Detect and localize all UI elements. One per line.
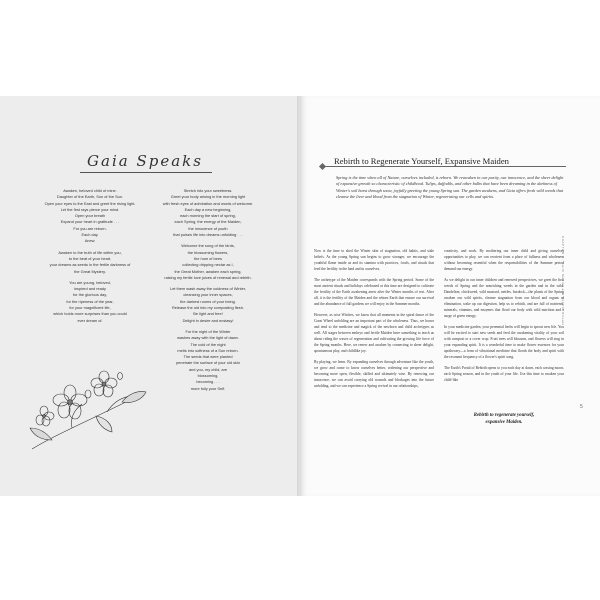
poem-line: each morning the start of spring, [180, 213, 236, 219]
body-column-left [314, 248, 434, 394]
poem-line: for the ripeness of the year, [66, 298, 114, 304]
body-paragraph: The archetype of the Maiden corresponds with the Spring period. Some of the most ancient rituals and holidays celebrated at this time are designed to cultivate the fertility of the Earth awakening anew after the Winter months of rest. After all, it is the fertility of the Maiden and the reborn Earth that ensure our survival and the abundance of full gardens we will enjoy in the Summer months. [314, 278, 434, 306]
poem-line: more fully your Self. [190, 385, 226, 391]
poem-line: becoming . . . [196, 379, 220, 385]
poem-line: Let them wash away the coldness of Winter, [170, 286, 246, 292]
poem-line: the innocence of youth [188, 225, 228, 231]
poem-line: for the glorious day, [73, 292, 107, 298]
section-title: Rebirth to Regenerate Yourself, Expansive Maiden [334, 156, 509, 166]
poem-column-2 [152, 188, 264, 392]
poem-line: the Great Mystery. [74, 268, 106, 274]
poem-line: Open your breath [74, 213, 106, 219]
poem-line: raising my fertile love juices of renewal and rebirth. [164, 274, 252, 280]
book-spread [0, 96, 600, 496]
title-rule [322, 166, 566, 167]
poem-line: your dreams as seeds in the fertile darkness of [49, 262, 131, 268]
poem-line: ever dream of. [77, 317, 103, 323]
poem-line: For the night of the Winter [185, 328, 231, 334]
poem-line: each Spring, the energy of the Maiden, [174, 219, 242, 225]
poem-line: blossoming, [197, 373, 219, 379]
poem-line: with fresh eyes of admiration and words of welcome. [162, 200, 254, 206]
poem-line: Stretch into your sweetness. [183, 188, 233, 193]
page-number: 5 [580, 404, 583, 410]
poem-line: the blossoming flowers, [187, 249, 229, 255]
poem-line: the darkest rooms of your being. [180, 298, 236, 304]
poem-line: the Great Mother, awaken each spring, [174, 268, 242, 274]
poem-line: Awaken to the truth of life within you, [58, 249, 122, 255]
body-paragraph: creativity, and work. By mothering our inner child and giving ourselves opportunities to play, we can reorient from a place of fullness and wholeness without becoming resentful when the responsibilities of the Summer period demand our energy. [444, 249, 564, 271]
poem-line: You are young, beloved, [69, 279, 111, 285]
intro-paragraph: Spring is the time when all of Nature, ourselves included, is reborn. We reawaken in our purity, our innocence, and the sheer delight of expansive growth so characteristic of childhood. Tulips, daffodils, and other bulbs that have been dreaming in the darkness of Winter's soil burst through snow, joyfully greeting the young Spring sun. The garden awakens, and Gaia offers fresh wild weeds that cleanse the liver and blood from the stagnation of Winter, regenerating our cells and spirits. [336, 175, 564, 200]
closing-line-2: expansive Maiden. [485, 419, 523, 425]
poem-line: washes away with the light of dawn. [177, 335, 239, 341]
poem-line: Each day. [81, 232, 99, 238]
poem-line: The seeds that were planted [183, 354, 233, 360]
closing-line-1: Rebirth to regenerate yourself, [473, 413, 535, 418]
poem-line: collecting dripping nectar as I, [182, 262, 234, 268]
body-paragraph: Now is the time to shed the Winter skin of stagnation, old habits, and stale beliefs. As the young Spring sun begins to grow stronger, we encourage the youthful flame inside us and its stamina with practices, foods, and rituals that feed the fertility in the land and in ourselves. [314, 249, 434, 271]
running-head: CHAPTER 2 : Earth Magick and Rebirth Rituals [561, 236, 565, 326]
poem-line: that pulses life into dreams unfolding . . . [173, 232, 243, 238]
closing-statement [444, 413, 564, 426]
poem-line: to the beat of your heart, [68, 255, 112, 261]
poem-line: Awaken, beloved child of mine. [63, 188, 117, 193]
poem-line: Each day a new beginning, [184, 206, 232, 212]
poem-line: Delight in desire and ecstasy! [182, 317, 234, 323]
body-paragraph: However, as wise Witches, we know that all moments in the spiral dance of the Great Wheel unfolding are an important part of the wholeness. Thus, we honor and tend to the medicine and magick of the newborn and child archetypes as well. All stages between embryo and fertile Maiden have something to teach us about riding the waves of regeneration and cultivating the growing life force of the Spring months. Here, we renew and awaken by connecting to sheer delight, spontaneous play, and childlike joy. [314, 313, 434, 353]
poem-line: Release the old into my composting flesh. [171, 305, 244, 311]
poem-line: melts into softness of a Sun reborn. [177, 347, 239, 353]
left-page [0, 96, 300, 496]
body-column-right [444, 248, 564, 388]
apple-blossom-illustration [12, 354, 152, 464]
poem-line: Welcome the song of the birds, [181, 243, 235, 249]
poem-line: Let the first rays pierce your mind. [60, 206, 120, 212]
poem-line: Open your eyes to the East and greet the rising light. [44, 200, 136, 206]
poem-line: The cold of the night [190, 341, 226, 347]
poem-line: the hum of bees [194, 255, 222, 261]
body-paragraph: In your medicine garden, your perennial herbs will begin to sprout new life. You will be excited to start new seeds and feed the awakening vitality of your soil with compost or a cover crop. Fruit trees will blossom, and flowers will sing in your expanding spirit. It is a wonderful time to make flower essences for your apothecary—a form of vibrational medicine that floods the body and spirit with the resonant frequency of a flower's spirit song. [444, 325, 564, 359]
poem-line: Expand your heart in gratitude . . . [60, 219, 120, 225]
poem-column-1 [36, 188, 144, 324]
poem-line: penetrate the surface of your old skin [175, 360, 241, 366]
poem-line: Greet your body arising in the morning light [170, 194, 246, 200]
body-paragraph: As we delight in our inner children and renewed perspectives, we greet the first weeds of Spring and the nourishing weeds in the garden and in the wild. Dandelion, chickweed, wild mustard, nettles, burdock—the plants of the Spring awaken our wild spirits, cleanse stagnation from our blood and organs of elimination, wake up our digestion, help us to rebirth, and are full of nutrients, minerals, vitamins, and enzymes that flood our body with wild nutrition and a surge of green energy. [444, 278, 564, 318]
body-paragraph: By playing, we learn. By expanding ourselves through adventure like the youth, we grow and come to know ourselves better, widening our perspective and becoming more open, flexible, skilled and ultimately wise. By renewing our innocence, we can avoid carrying old wounds and blockages into the future unfolding, and we can experience a Spring revival in our relationships, [314, 360, 434, 388]
poem-title: Gaia Speaks [87, 152, 203, 170]
poem-line: cleansing your inner spaces, [183, 292, 233, 298]
poem-line: For you are reborn. [73, 225, 107, 231]
poem-line: Be light and free! [193, 311, 223, 317]
poem-line: Daughter of the Earth, Son of the Sun. [56, 194, 124, 200]
poem-line: Anew. [84, 238, 96, 244]
poem-line: inspired and ready [73, 286, 106, 292]
body-paragraph: The Earth's Portal of Rebirth opens to you each day at dawn, each waxing moon, each Spring season, and in the youth of your life. Use this time to awaken your child-like [444, 366, 564, 382]
poem-line: which holds more surprises than you could [53, 311, 127, 317]
poem-line: for your magnificent life, [69, 305, 111, 311]
poem-line: and you, my child, are [188, 366, 228, 372]
title-underline [80, 172, 212, 173]
